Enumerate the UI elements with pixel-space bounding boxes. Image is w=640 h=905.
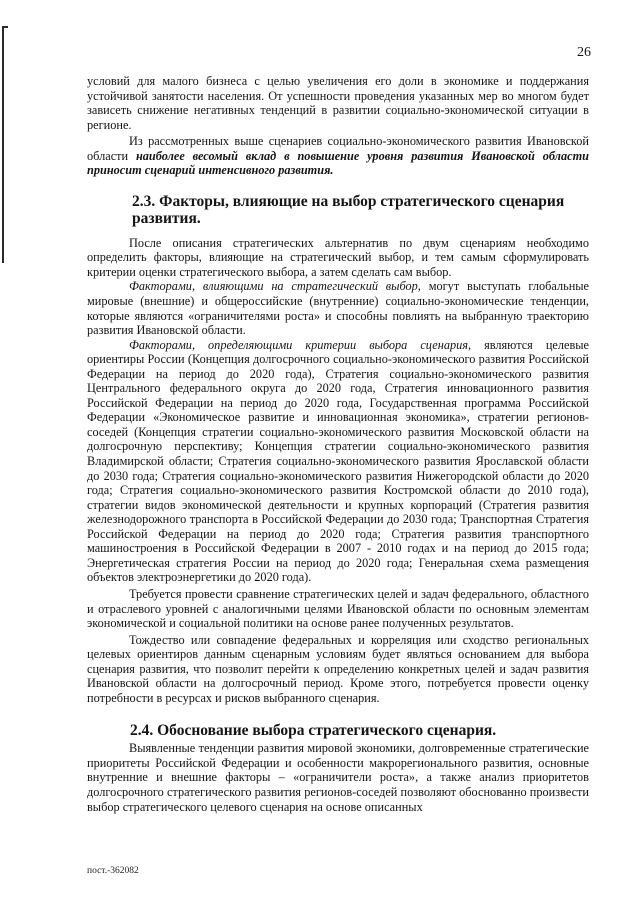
binding-mark [2,28,4,263]
paragraph-2-3-3 [87,338,589,585]
paragraph-conclusion-emphasis: наиболее весомый вклад в повышение уровня развития Ивановской области приносит сценарий интенсивного развития. [87,148,589,178]
paragraph-conclusion-lead: Из рассмотренных выше сценариев социально-экономического развития Ивановской области [87,134,589,163]
section-heading-2-3: 2.3. Факторы, влияющие на выбор стратегического сценария развития. [132,192,565,227]
paragraph-2-3-3-text: , являются целевые ориентиры России (Концепция долгосрочного социально-экономического развития Российской Федерации на период до 2020 года), Стратегия социально-экономического развития Центрального федерального округа до 2020 года, Стратегия инновационного развития Российской Федерации на период до 2020 года, Государственная программа Российской Федерации «Экономическое развитие и инновационная экономика», стратегии регионов-соседей (Концепция стратегии социально-экономического развития Московской области на долгосрочную перспективу; Концепция стратегии социально-экономического развития Владимирской области; Стратегия социально-экономического развития Ярославской области до 2030 года; Стратегия социально-экономического развития Нижегородской области до 2020 года; Стратегия социально-экономического развития Костромской области до 2010 года), стратегии видов экономической деятельности и крупных корпораций (Стратегия развития железнодорожного транспорта в Российской Федерации до 2030 года; Транспортная Стратегия Российской Федерации на период до 2020 года; Стратегия развития транспортного машиностроения в Российской Федерации в 2007 - 2010 годах и на период до 2015 года; Энергетическая стратегия России на период до 2020 года; Генеральная схема размещения объектов электроэнергетики до 2020 года). [87,337,590,585]
paragraph-2-3-1: После описания стратегических альтернатив по двум сценариям необходимо определить факторы, влияющие на стратегический выбор, и тем самым сформулировать критерии оценки стратегического выбора, а затем сделать сам выбор. [87,235,589,279]
paragraph-intro: условий для малого бизнеса с целью увеличения его доли в экономике и поддержания устойчивой занятости населения. От успешности проведения указанных мер во многом будет зависеть снижение негативных тенденций в развитии социально-экономической ситуации в регионе. [87,74,589,132]
document-body [87,74,589,814]
paragraph-conclusion [87,134,589,178]
document-footer-code: пост.-362082 [87,866,139,876]
term-strategic-factors: Факторами, влияющими на стратегический выбор [129,279,418,294]
section-heading-2-4: 2.4. Обоснование выбора стратегического сценария. [130,722,497,740]
paragraph-2-3-5: Тождество или совпадение федеральных и корреляция или сходство региональных целевых ориентиров данным сценарным условиям будет являться основанием для выбора сценария развития, что позволит перейти к определению конкретных целей и задач развития Ивановской области на долгосрочный период. Кроме этого, потребуется провести оценку потребности в ресурсах и рисков выбранного сценария. [87,632,589,705]
term-criteria-factors: Факторами, определяющими критерии выбора сценария [129,337,468,352]
paragraph-2-3-2-text: , могут выступать глобальные мировые (внешние) и общероссийские (внутренние) социально-экономические тенденции, которые являются «ограничителями роста» и способны повлиять на выбранную траекторию развития Ивановской области. [87,279,589,338]
paragraph-2-3-2 [87,279,589,337]
paragraph-2-4-1: Выявленные тенденции развития мировой экономики, долговременные стратегические приоритеты Российской Федерации и особенности макрорегионального развития, основные внутренние и внешние факторы – «ограничители роста», а также анализ приоритетов долгосрочного стратегического развития регионов-соседей позволяют обоснованно произвести выбор стратегического целевого сценария на основе описанных [87,741,589,814]
page-number: 26 [577,45,591,60]
paragraph-2-3-4: Требуется провести сравнение стратегических целей и задач федерального, областного и отраслевого уровней с аналогичными целями Ивановской области по основным элементам экономической и социальной политики на основе ранее полученных результатов. [87,586,589,631]
